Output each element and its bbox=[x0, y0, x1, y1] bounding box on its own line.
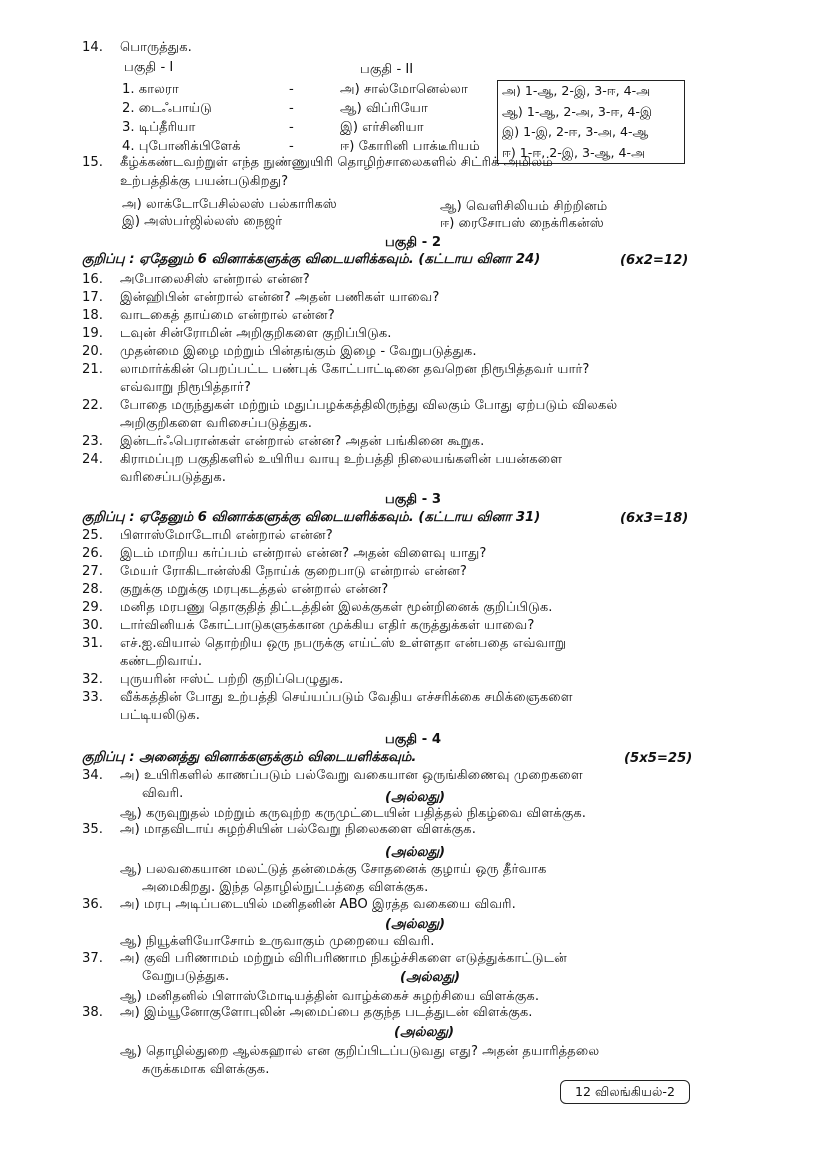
option-a-text: அ) மரபு அடிப்படையில் மனிதனின் ABO இரத்த வகையை விவரி. bbox=[120, 897, 516, 912]
section-title: பகுதி - 3 bbox=[384, 492, 442, 507]
question-text: முதன்மை இழை மற்றும் பின்தங்கும் இழை - வேறுபடுத்துக. bbox=[120, 344, 477, 359]
question-number: 29. bbox=[82, 600, 103, 615]
section-note: குறிப்பு : ஏதேனும் 6 வினாக்களுக்கு விடையளிக்கவும். (கட்டாய வினா 24) bbox=[82, 252, 541, 267]
match-right-3: இ) எர்சினியா bbox=[340, 120, 424, 135]
question-number: 19. bbox=[82, 326, 103, 341]
section-title: பகுதி - 2 bbox=[384, 235, 442, 250]
option-a-text: அ) உயிரிகளில் காணப்படும் பல்வேறு வகையான ஒருங்கிணைவு முறைகளை bbox=[120, 768, 583, 783]
question-text: குறுக்கு மறுக்கு மரபுகடத்தல் என்றால் என்ன? bbox=[120, 582, 389, 597]
question-text: பிளாஸ்மோடோமி என்றால் என்ன? bbox=[120, 528, 333, 543]
question-text-cont: உற்பத்திக்கு பயன்படுகிறது? bbox=[120, 174, 289, 189]
q37-option-b: ஆ) மனிதனில் பிளாஸ்மோடியத்தின் வாழ்க்கைச் சுழற்சியை விளக்குக. bbox=[120, 989, 540, 1004]
question-text-cont: எவ்வாறு நிரூபித்தார்? bbox=[120, 380, 251, 395]
match-left-2: 2. டைஃபாய்டு bbox=[122, 101, 212, 116]
q15-option-d: ஈ) ரைசோபஸ் நைக்ரிகன்ஸ் bbox=[440, 216, 604, 231]
question-number: 21. bbox=[82, 362, 103, 377]
question-number: 37. bbox=[82, 951, 103, 966]
or-label: (அல்லது) bbox=[385, 845, 446, 860]
question-text: போதை மருந்துகள் மற்றும் மதுப்பழக்கத்திலிருந்து விலகும் போது ஏற்படும் விலகல் bbox=[120, 398, 618, 413]
question-number: 17. bbox=[82, 290, 103, 305]
match-right-2: ஆ) விப்ரியோ bbox=[340, 101, 428, 116]
match-dash-4: - bbox=[289, 139, 294, 154]
question-number: 16. bbox=[82, 272, 103, 287]
q34-option-b: ஆ) கருவுறுதல் மற்றும் கருவுற்ற கருமுட்டையின் பதித்தல் நிகழ்வை விளக்குக. bbox=[120, 806, 586, 821]
question-text: இன்ஹிபின் என்றால் என்ன? அதன் பணிகள் யாவை? bbox=[120, 290, 440, 305]
question-text: பொருத்துக. bbox=[120, 40, 192, 55]
option-a-text-cont: விவரி. bbox=[142, 786, 184, 801]
question-text: எச்.ஐ.வியால் தொற்றிய ஒரு நபருக்கு எய்ட்ஸ் உள்ளதா என்பதை எவ்வாறு bbox=[120, 636, 567, 651]
section-note: குறிப்பு : அனைத்து வினாக்களுக்கும் விடையளிக்கவும். bbox=[82, 750, 417, 765]
column-2-heading: பகுதி - II bbox=[360, 62, 414, 77]
option-b: ஆ) 1-ஆ, 2-அ, 3-ஈ, 4-இ bbox=[502, 103, 653, 119]
question-text-cont: வரிசைப்படுத்துக. bbox=[120, 470, 226, 485]
question-number: 31. bbox=[82, 636, 103, 651]
section-note: குறிப்பு : ஏதேனும் 6 வினாக்களுக்கு விடையளிக்கவும். (கட்டாய வினா 31) bbox=[82, 510, 541, 525]
option-a-text: அ) இம்யூனோகுளோபுலின் அமைப்பை தகுந்த படத்துடன் விளக்குக. bbox=[120, 1005, 533, 1020]
question-number: 25. bbox=[82, 528, 103, 543]
question-text: கிராமப்புற பகுதிகளில் உயிரிய வாயு உற்பத்தி நிலையங்களின் பயன்களை bbox=[120, 452, 563, 467]
question-number: 38. bbox=[82, 1005, 103, 1020]
section-marks: (6x3=18) bbox=[620, 511, 689, 526]
question-number: 32. bbox=[82, 672, 103, 687]
question-number: 23. bbox=[82, 434, 103, 449]
question-number: 24. bbox=[82, 452, 103, 467]
or-label: (அல்லது) bbox=[385, 790, 446, 805]
q15-option-a: அ) லாக்டோபேசில்லஸ் பல்காரிகஸ் bbox=[122, 197, 337, 212]
question-number: 36. bbox=[82, 897, 103, 912]
or-label: (அல்லது) bbox=[394, 1025, 455, 1040]
q38-option-b-cont: சுருக்கமாக விளக்குக. bbox=[142, 1062, 270, 1077]
question-text-cont: பட்டியலிடுக. bbox=[120, 708, 200, 723]
question-number: 33. bbox=[82, 690, 103, 705]
question-number: 20. bbox=[82, 344, 103, 359]
question-number: 22. bbox=[82, 398, 103, 413]
question-text: வாடகைத் தாய்மை என்றால் என்ன? bbox=[120, 308, 335, 323]
question-text: மேயர் ரோகிடான்ஸ்கி நோய்க் குறைபாடு என்றால் என்ன? bbox=[120, 564, 467, 579]
question-text: வீக்கத்தின் போது உற்பத்தி செய்யப்படும் வேதிய எச்சரிக்கை சமிக்ஞைகளை bbox=[120, 690, 573, 705]
question-text-cont: கண்டறிவாய். bbox=[120, 654, 203, 669]
or-label: (அல்லது) bbox=[400, 970, 461, 985]
match-options-box bbox=[497, 80, 685, 164]
page-footer-tag: 12 விலங்கியல்-2 bbox=[560, 1080, 690, 1104]
question-text: லாமார்க்கின் பெறப்பட்ட பண்புக் கோட்பாட்டினை தவறென நிரூபித்தவர் யார்? bbox=[120, 362, 590, 377]
question-text: மனித மரபணு தொகுதித் திட்டத்தின் இலக்குகள் மூன்றினைக் குறிப்பிடுக. bbox=[120, 600, 553, 615]
section-marks: (5x5=25) bbox=[624, 751, 693, 766]
option-a: அ) 1-ஆ, 2-இ, 3-ஈ, 4-அ bbox=[502, 83, 651, 98]
q38-option-b: ஆ) தொழில்துறை ஆல்கஹால் என குறிப்பிடப்படுவது எது? அதன் தயாரித்தலை bbox=[120, 1044, 600, 1059]
question-number: 18. bbox=[82, 308, 103, 323]
question-number: 27. bbox=[82, 564, 103, 579]
q15-option-b: ஆ) வெளிசிலியம் சிற்றினம் bbox=[440, 199, 608, 214]
match-right-1: அ) சால்மோனெல்லா bbox=[340, 82, 468, 97]
question-number: 26. bbox=[82, 546, 103, 561]
question-text-cont: அறிகுறிகளை வரிசைப்படுத்துக. bbox=[120, 416, 312, 431]
match-right-4: ஈ) கோரினி பாக்டீரியம் bbox=[340, 139, 480, 154]
question-number: 30. bbox=[82, 618, 103, 633]
q35-option-b: ஆ) பலவகையான மலட்டுத் தன்மைக்கு சோதனைக் குழாய் ஒரு தீர்வாக bbox=[120, 862, 547, 877]
match-left-4: 4. புபோனிக்பிளேக் bbox=[122, 139, 241, 154]
match-left-1: 1. காலரா bbox=[122, 82, 179, 97]
column-1-heading: பகுதி - I bbox=[124, 60, 174, 75]
section-title: பகுதி - 4 bbox=[384, 732, 442, 747]
or-label: (அல்லது) bbox=[385, 917, 446, 932]
question-text: கீழ்க்கண்டவற்றுள் எந்த நுண்ணுயிரி தொழிற்சாலைகளில் சிட்ரிக் அமிலம் bbox=[120, 155, 553, 170]
question-text: இன்டர்ஃபெரான்கள் என்றால் என்ன? அதன் பங்கினை கூறுக. bbox=[120, 434, 485, 449]
question-text: டவுன் சின்ரோமின் அறிகுறிகளை குறிப்பிடுக. bbox=[120, 326, 392, 341]
option-c: இ) 1-இ, 2-ஈ, 3-அ, 4-ஆ bbox=[502, 124, 649, 139]
question-text: புருயரின் ஈஸ்ட் பற்றி குறிப்பெழுதுக. bbox=[120, 672, 344, 687]
option-a-text: அ) மாதவிடாய் சுழற்சியின் பல்வேறு நிலைகளை விளக்குக. bbox=[120, 822, 476, 837]
match-dash-2: - bbox=[289, 101, 294, 116]
question-text: டார்வினியக் கோட்பாடுகளுக்கான முக்கிய எதிர் கருத்துக்கள் யாவை? bbox=[120, 618, 535, 633]
q15-option-c: இ) அஸ்பர்ஜில்லஸ் நைஜர் bbox=[122, 214, 283, 229]
question-number: 28. bbox=[82, 582, 103, 597]
question-text: இடம் மாறிய கர்ப்பம் என்றால் என்ன? அதன் விளைவு யாது? bbox=[120, 546, 487, 561]
match-left-3: 3. டிப்தீரியா bbox=[122, 120, 196, 135]
section-marks: (6x2=12) bbox=[620, 253, 689, 268]
question-text: அபோலைசிஸ் என்றால் என்ன? bbox=[120, 272, 310, 287]
option-d: ஈ) 1-ஈ, 2-இ, 3-ஆ, 4-அ bbox=[502, 144, 646, 160]
q35-option-b-cont: அமைகிறது. இந்த தொழில்நுட்பத்தை விளக்குக. bbox=[142, 880, 429, 895]
option-a-text-cont: வேறுபடுத்துக. bbox=[142, 969, 230, 984]
question-number: 14. bbox=[82, 40, 103, 55]
match-dash-1: - bbox=[289, 82, 294, 97]
q36-option-b: ஆ) நியூக்ளியோசோம் உருவாகும் முறையை விவரி. bbox=[120, 934, 435, 949]
match-dash-3: - bbox=[289, 120, 294, 135]
question-number: 15. bbox=[82, 155, 103, 170]
question-number: 34. bbox=[82, 768, 103, 783]
option-a-text: அ) குவி பரிணாமம் மற்றும் விரிபரிணாம நிகழ்ச்சிகளை எடுத்துக்காட்டுடன் bbox=[120, 951, 567, 966]
question-number: 35. bbox=[82, 822, 103, 837]
